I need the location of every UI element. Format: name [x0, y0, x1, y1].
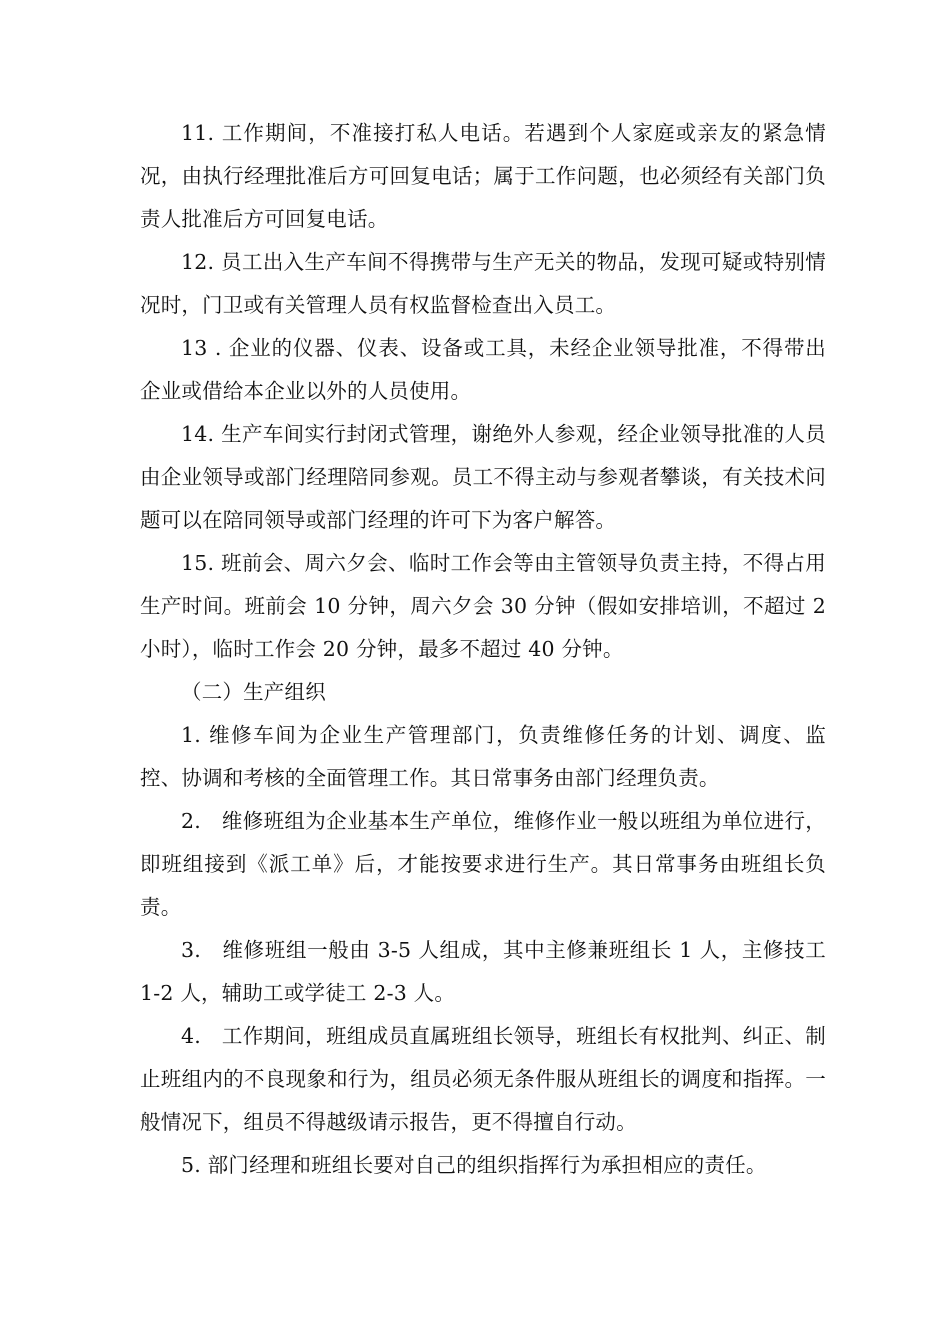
paragraph-rule-14: 14. 生产车间实行封闭式管理，谢绝外人参观，经企业领导批准的人员由企业领导或部门经理陪同参观。员工不得主动与参观者攀谈，有关技术问题可以在陪同领导或部门经理的许可下为客户解答。 — [140, 422, 826, 532]
paragraph-rule-15: 15. 班前会、周六夕会、临时工作会等由主管领导负责主持，不得占用生产时间。班前会 10 分钟，周六夕会 30 分钟（假如安排培训，不超过 2 小时），临时工作会 20 分钟，最多不超过 40 分钟。 — [140, 551, 826, 661]
section-heading-production-organization: （二）生产组织 — [181, 680, 326, 704]
paragraph-org-3: 3. 维修班组一般由 3-5 人组成，其中主修兼班组长 1 人，主修技工 1-2 人，辅助工或学徒工 2-3 人。 — [140, 938, 826, 1005]
paragraph-org-2: 2. 维修班组为企业基本生产单位，维修作业一般以班组为单位进行，即班组接到《派工单》后，才能按要求进行生产。其日常事务由班组长负责。 — [140, 809, 826, 919]
paragraph-rule-11: 11. 工作期间，不准接打私人电话。若遇到个人家庭或亲友的紧急情况，由执行经理批准后方可回复电话；属于工作问题，也必须经有关部门负责人批准后方可回复电话。 — [140, 121, 826, 231]
paragraph-org-4: 4. 工作期间，班组成员直属班组长领导，班组长有权批判、纠正、制止班组内的不良现象和行为，组员必须无条件服从班组长的调度和指挥。一般情况下，组员不得越级请示报告，更不得擅自行动。 — [140, 1024, 826, 1134]
document-body — [140, 112, 826, 1187]
paragraph-rule-13: 13 . 企业的仪器、仪表、设备或工具，未经企业领导批准，不得带出企业或借给本企业以外的人员使用。 — [140, 336, 826, 403]
paragraph-org-5: 5. 部门经理和班组长要对自己的组织指挥行为承担相应的责任。 — [181, 1153, 767, 1177]
paragraph-org-1: 1. 维修车间为企业生产管理部门，负责维修任务的计划、调度、监控、协调和考核的全面管理工作。其日常事务由部门经理负责。 — [140, 723, 826, 790]
paragraph-rule-12: 12. 员工出入生产车间不得携带与生产无关的物品，发现可疑或特别情况时，门卫或有关管理人员有权监督检查出入员工。 — [140, 250, 826, 317]
